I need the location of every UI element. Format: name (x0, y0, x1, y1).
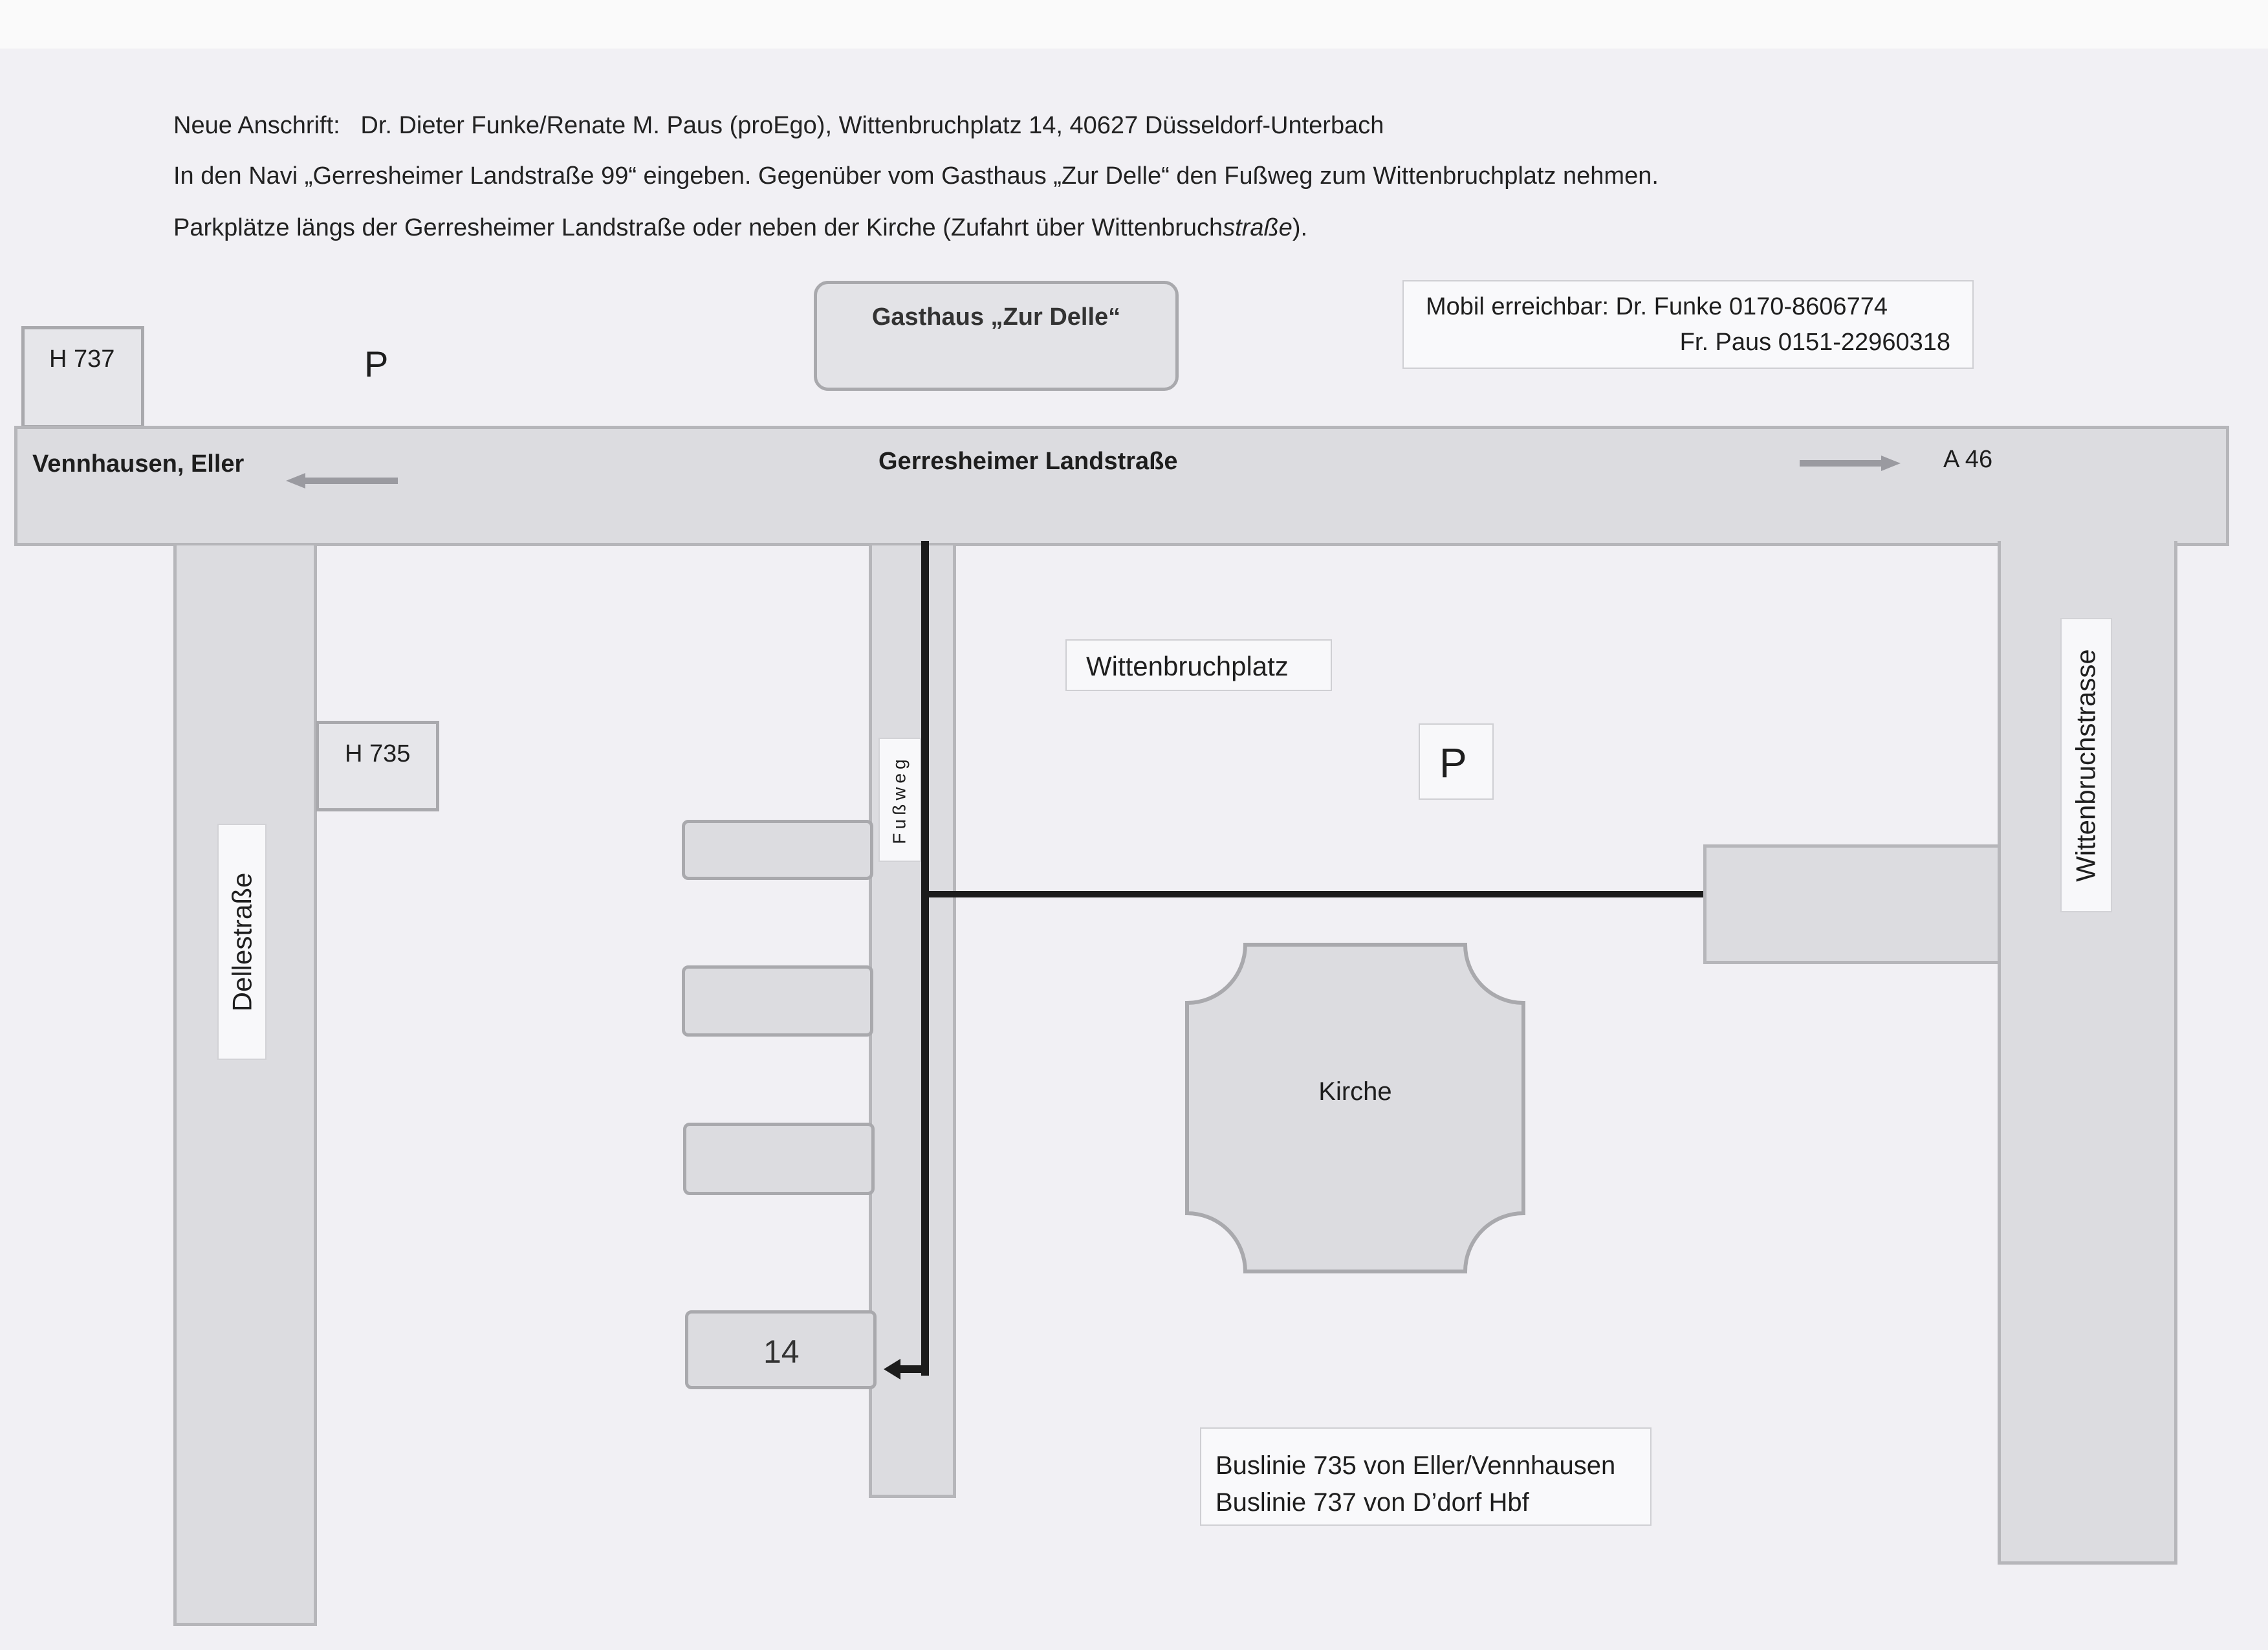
wittenbruchplatz-label: Wittenbruchplatz (1086, 651, 1289, 681)
address-text: Dr. Dieter Funke/Renate M. Paus (proEgo), Wittenbruchplatz 14, 40627 Düsseldorf-Unterbach (360, 112, 1384, 139)
bus-info-box (1200, 1427, 1652, 1526)
wittenbruchstrasse-label: Wittenbruchstrasse (2071, 648, 2101, 882)
road-dellestrasse (173, 545, 317, 1626)
parking-text: Parkplätze längs der Gerresheimer Landstraße oder neben der Kirche (Zufahrt über Wittenbruch (173, 214, 1223, 241)
direction-vennhausen-eller: Vennhausen, Eller (32, 450, 245, 478)
parking-square-label: P (1439, 740, 1467, 786)
bus-line-737: Buslinie 737 von D’dorf Hbf (1216, 1488, 1529, 1517)
house-1 (682, 820, 873, 880)
footpath-strip (869, 545, 956, 1498)
bus-stop-h737-label: H 737 (49, 346, 115, 373)
footpath-label-box (878, 738, 921, 862)
arrow-left-icon (285, 471, 401, 490)
arrow-right-icon (1798, 454, 1902, 473)
contact-funke: Mobil erreichbar: Dr. Funke 0170-8606774 (1426, 293, 1888, 320)
parking-square-box (1419, 723, 1494, 800)
wittenbruchplatz-label-box (1065, 639, 1332, 691)
footpath-label: Fußweg (889, 755, 910, 844)
gasthaus-label: Gasthaus „Zur Delle“ (871, 303, 1121, 331)
contact-paus: Fr. Paus 0151-22960318 (1679, 329, 1950, 356)
route-horizontal (929, 891, 1705, 897)
route-arrow-icon (884, 1358, 903, 1381)
bus-stop-h735 (316, 721, 439, 811)
main-road-label: Gerresheimer Landstraße (878, 448, 1178, 475)
house-2 (682, 965, 873, 1037)
wittenbruchstrasse-label-box (2060, 618, 2112, 912)
navi-instruction: In den Navi „Gerresheimer Landstraße 99“ eingeben. Gegenüber vom Gasthaus „Zur Delle“ den Fußweg zum Wittenbruchplatz nehmen. (173, 162, 1659, 190)
address-line (173, 112, 1384, 140)
dellestrasse-label-box (217, 824, 267, 1060)
gasthaus-zur-delle (814, 281, 1179, 391)
bus-line-735: Buslinie 735 von Eller/Vennhausen (1216, 1451, 1616, 1480)
route-vertical (921, 541, 929, 1376)
church-label: Kirche (1318, 1077, 1392, 1106)
parking-instruction (173, 214, 1307, 242)
parking-text-italic: straße (1223, 214, 1292, 241)
parking-text-end: ). (1292, 214, 1308, 241)
dellestrasse-label: Dellestraße (226, 872, 257, 1011)
bus-stop-h737 (21, 326, 144, 428)
house-number-label: 14 (763, 1334, 800, 1370)
parking-top-label: P (364, 344, 389, 384)
direction-a46: A 46 (1943, 446, 1993, 473)
address-label: Neue Anschrift: (173, 112, 340, 139)
scan-top-edge (0, 0, 2268, 49)
contact-box (1402, 280, 1974, 369)
house-14 (685, 1310, 877, 1389)
bus-stop-h735-label: H 735 (345, 740, 411, 767)
building-east (1703, 844, 2001, 964)
church-building (1184, 941, 1527, 1275)
house-3 (683, 1123, 875, 1195)
